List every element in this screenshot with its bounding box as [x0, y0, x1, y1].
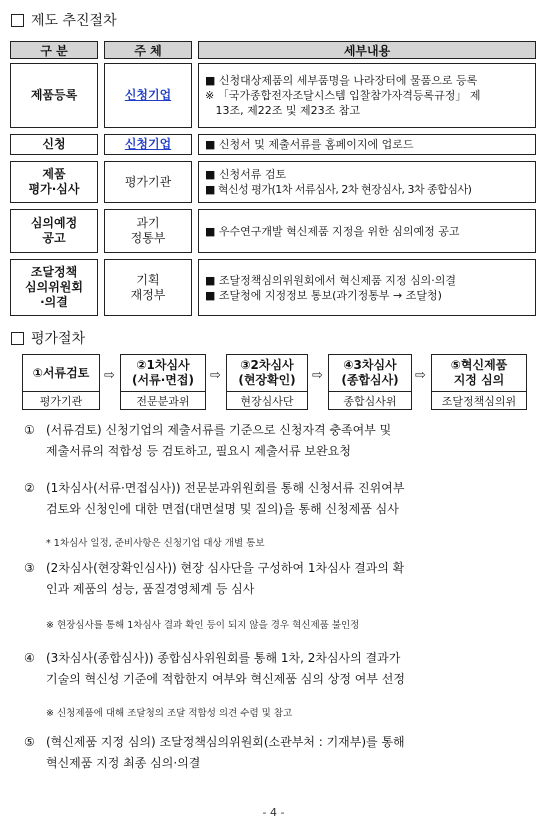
flow-step-title: ④3차심사 (종합심사) [329, 355, 411, 392]
row-actor-evaluator: 평가기관 [104, 161, 192, 203]
detail-line: ■ 신청대상제품의 세부품명을 나라장터에 물품으로 등록 [205, 74, 478, 87]
footnote: * 1차심사 일정, 준비사항은 신청기업 대상 개별 통보 [46, 538, 265, 549]
flow-step-title: ①서류검토 [23, 355, 99, 392]
page-number: - 4 - [262, 806, 285, 819]
row-label-evaluation: 제품 평가·심사 [10, 161, 98, 203]
item-number: ① [24, 423, 35, 437]
detail-line: ■ 신청서 및 제출서류를 홈페이지에 업로드 [205, 138, 414, 151]
procedure-item-2 [24, 478, 536, 520]
detail-line: ■ 혁신성 평가(1차 서류심사, 2차 현장심사, 3차 종합심사) [205, 183, 472, 196]
procedure-item-1 [24, 420, 536, 462]
flow-step-title: ③2차심사 (현장확인) [227, 355, 307, 392]
detail-line: 13조, 제22조 및 제23조 참고 [205, 104, 360, 117]
row-detail-notice [198, 209, 536, 253]
arrow-right-icon: ⇨ [415, 368, 426, 383]
item-text: (3차심사(종합심사)) 종합심사위원회를 통해 1차, 2차심사의 결과가 [46, 651, 401, 665]
footnote: ※ 신청제품에 대해 조달청의 조달 적합성 의견 수렴 및 참고 [46, 708, 293, 719]
item-number: ④ [24, 651, 35, 665]
item-number: ② [24, 481, 35, 495]
item-text: 제출서류의 적합성 등 검토하고, 필요시 제출서류 보완요청 [46, 444, 351, 458]
row-actor-applicant-2[interactable] [104, 134, 192, 155]
item-number: ③ [24, 561, 35, 575]
row-label-application: 신청 [10, 134, 98, 155]
row-detail-evaluation [198, 161, 536, 203]
row-detail-committee [198, 259, 536, 316]
procedure-item-3 [24, 558, 536, 600]
arrow-right-icon: ⇨ [312, 368, 323, 383]
applicant-link[interactable]: 신청기업 [124, 88, 172, 102]
detail-line: ■ 조달청에 지정정보 통보(과기정통부 → 조달청) [205, 288, 442, 302]
procedure-item-4 [24, 648, 536, 690]
detail-line: ※ 「국가종합전자조달시스템 입찰참가자격등록규정」 제 [205, 89, 481, 102]
section-heading-procedure [11, 10, 117, 30]
row-label-policy-committee: 조달정책 심의위원회 ·의결 [10, 259, 98, 316]
section-heading-evaluation [11, 328, 85, 348]
flow-step-title: ②1차심사 (서류·면접) [121, 355, 205, 392]
header-category: 구 분 [10, 41, 98, 59]
item-text: (서류검토) 신청기업의 제출서류를 기준으로 신청자격 충족여부 및 [46, 423, 392, 437]
item-text: 검토와 신청인에 대한 면접(대면설명 및 질의)을 통해 신청제품 심사 [46, 502, 399, 516]
item-text: 혁신제품 지정 최종 심의·의결 [46, 756, 201, 770]
flow-step-4 [328, 354, 412, 410]
flow-step-org: 전문분과위 [136, 394, 190, 408]
checkbox-square-icon [11, 332, 24, 345]
item-number: ⑤ [24, 735, 35, 749]
detail-line: ■ 우수연구개발 혁신제품 지정을 위한 심의예정 공고 [205, 224, 460, 238]
arrow-right-icon: ⇨ [210, 368, 221, 383]
header-detail: 세부내용 [198, 41, 536, 59]
flow-step-title: ⑤혁신제품 지정 심의 [432, 355, 526, 392]
flow-step-5 [431, 354, 527, 410]
row-actor-msit: 과기 정통부 [104, 209, 192, 253]
procedure-item-5 [24, 732, 536, 774]
row-detail-registration [198, 63, 536, 128]
detail-line: ■ 조달정책심의위원회에서 혁신제품 지정 심의·의결 [205, 273, 457, 287]
item-text: (1차심사(서류·면접심사)) 전문분과위원회를 통해 신청서류 진위여부 [46, 481, 405, 495]
arrow-right-icon: ⇨ [104, 368, 115, 383]
section-title: 제도 추진절차 [31, 13, 117, 29]
item-text: (혁신제품 지정 심의) 조달정책심의위원회(소관부처 : 기재부)를 통해 [46, 735, 405, 749]
row-detail-application [198, 134, 536, 155]
flow-step-1 [22, 354, 100, 410]
row-actor-applicant[interactable] [104, 63, 192, 128]
flow-step-org: 평가기관 [39, 394, 83, 408]
checkbox-square-icon [11, 14, 24, 27]
detail-line: ■ 신청서류 검토 [205, 168, 287, 181]
section-title: 평가절차 [31, 331, 86, 347]
footnote: ※ 현장심사를 통해 1차심사 결과 확인 등이 되지 않을 경우 혁신제품 불인정 [46, 620, 360, 631]
item-text: (2차심사(현장확인심사)) 현장 심사단을 구성하여 1차심사 결과의 확 [46, 561, 405, 575]
flow-step-org: 조달정책심의위 [441, 394, 517, 408]
item-text: 기술의 혁신성 기준에 적합한지 여부와 혁신제품 심의 상정 여부 선정 [46, 672, 405, 686]
flow-step-3 [226, 354, 308, 410]
flow-step-org: 종합심사위 [343, 394, 397, 408]
header-actor: 주 체 [104, 41, 192, 59]
flow-step-org: 현장심사단 [240, 394, 294, 408]
row-actor-mofe: 기획 재정부 [104, 259, 192, 316]
flow-step-2 [120, 354, 206, 410]
item-text: 인과 제품의 성능, 품질경영체계 등 심사 [46, 582, 255, 596]
row-label-deliberation-notice: 심의예정 공고 [10, 209, 98, 253]
row-label-product-registration: 제품등록 [10, 63, 98, 128]
applicant-link[interactable]: 신청기업 [124, 137, 172, 151]
